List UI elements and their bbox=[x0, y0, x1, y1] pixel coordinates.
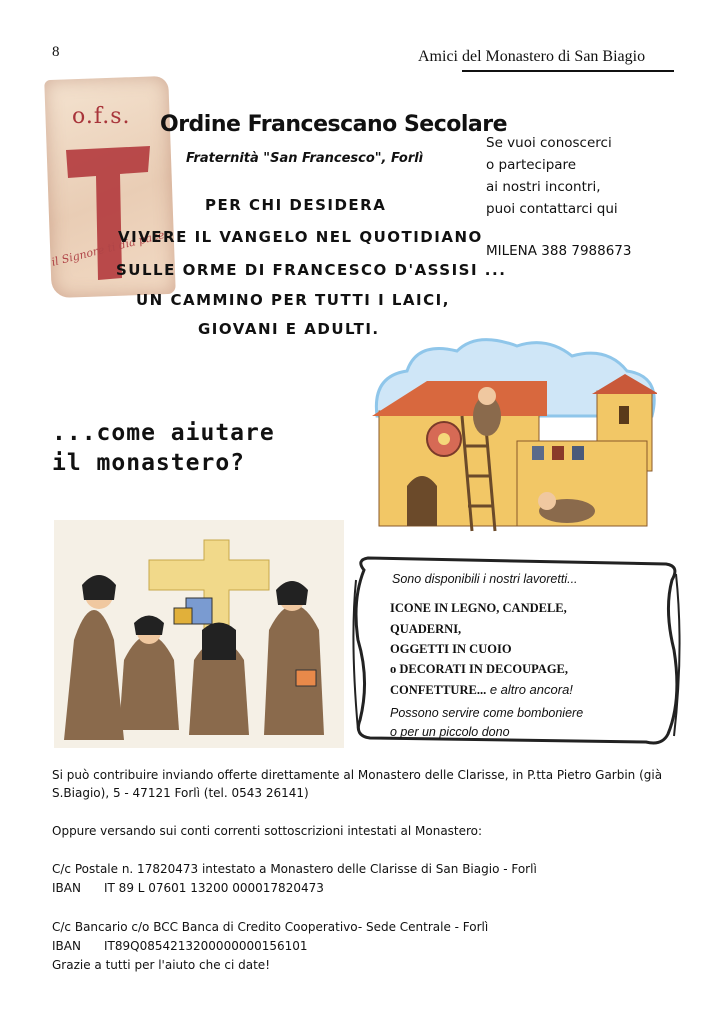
scroll-item: o DECORATI IN DECOUPAGE, bbox=[390, 662, 569, 676]
iban-value: IT 89 L 07601 13200 000017820473 bbox=[104, 881, 324, 895]
ofs-line: GIOVANI E ADULTI. bbox=[198, 320, 380, 338]
scroll-item-text: CONFETTURE... bbox=[390, 683, 487, 697]
ofs-line: VIVERE IL VANGELO NEL QUOTIDIANO bbox=[118, 228, 483, 246]
donate-line: S.Biagio), 5 - 47121 Forlì (tel. 0543 26141) bbox=[52, 786, 309, 800]
scroll-item-tail: e altro ancora! bbox=[486, 682, 573, 697]
ofs-line: UN CAMMINO PER TUTTI I LAICI, bbox=[136, 291, 450, 309]
scroll-item: ICONE IN LEGNO, CANDELE, bbox=[390, 601, 567, 615]
ofs-title: Ordine Francescano Secolare bbox=[160, 112, 508, 137]
bank-account: C/c Bancario c/o BCC Banca di Credito Cooperativo- Sede Centrale - Forlì bbox=[52, 920, 489, 934]
header-title: Amici del Monastero di San Biagio bbox=[418, 48, 646, 65]
contact-line: o partecipare bbox=[486, 157, 577, 173]
thanks-line: Grazie a tutti per l'aiuto che ci date! bbox=[52, 958, 271, 972]
scroll-outro: Possono servire come bomboniere bbox=[390, 706, 584, 720]
monastery-illustration bbox=[367, 336, 657, 536]
logo-motto: il Signore ti dia pace bbox=[50, 228, 166, 269]
contact-phone: MILENA 388 7988673 bbox=[486, 243, 632, 259]
contact-line: Se vuoi conoscerci bbox=[486, 135, 612, 151]
donate-line: Si può contribuire inviando offerte direttamente al Monastero delle Clarisse, in P.tta Pietro Garbin (già bbox=[52, 768, 663, 782]
scroll-item: OGGETTI IN CUOIO bbox=[390, 642, 512, 656]
scroll-item: QUADERNI, bbox=[390, 622, 462, 636]
donate-line: Oppure versando sui conti correnti sottoscrizioni intestati al Monastero: bbox=[52, 824, 483, 838]
postal-account: C/c Postale n. 17820473 intestato a Monastero delle Clarisse di San Biagio - Forlì bbox=[52, 862, 537, 876]
header-divider bbox=[462, 70, 674, 72]
iban-label: IBAN bbox=[52, 939, 81, 953]
iban-label: IBAN bbox=[52, 881, 81, 895]
help-title-line: ...come aiutare bbox=[52, 420, 275, 446]
scroll-item bbox=[390, 682, 573, 698]
contact-line: ai nostri incontri, bbox=[486, 179, 601, 195]
scroll-intro: Sono disponibili i nostri lavoretti... bbox=[392, 572, 578, 586]
iban-value: IT89Q0854213200000000156101 bbox=[104, 939, 308, 953]
contact-line: puoi contattarci qui bbox=[486, 201, 618, 217]
ofs-logo-text: o.f.s. bbox=[72, 104, 131, 129]
ofs-subtitle: Fraternità "San Francesco", Forlì bbox=[186, 151, 424, 166]
postal-iban bbox=[52, 881, 324, 895]
ofs-line: PER CHI DESIDERA bbox=[205, 196, 387, 214]
page-number: 8 bbox=[52, 44, 60, 60]
help-title-line: il monastero? bbox=[52, 450, 246, 476]
help-title bbox=[52, 418, 275, 478]
nuns-illustration bbox=[54, 520, 344, 748]
bank-iban bbox=[52, 939, 308, 953]
ofs-line: SULLE ORME DI FRANCESCO D'ASSISI ... bbox=[116, 261, 507, 279]
scroll-outro: o per un piccolo dono bbox=[390, 725, 510, 739]
